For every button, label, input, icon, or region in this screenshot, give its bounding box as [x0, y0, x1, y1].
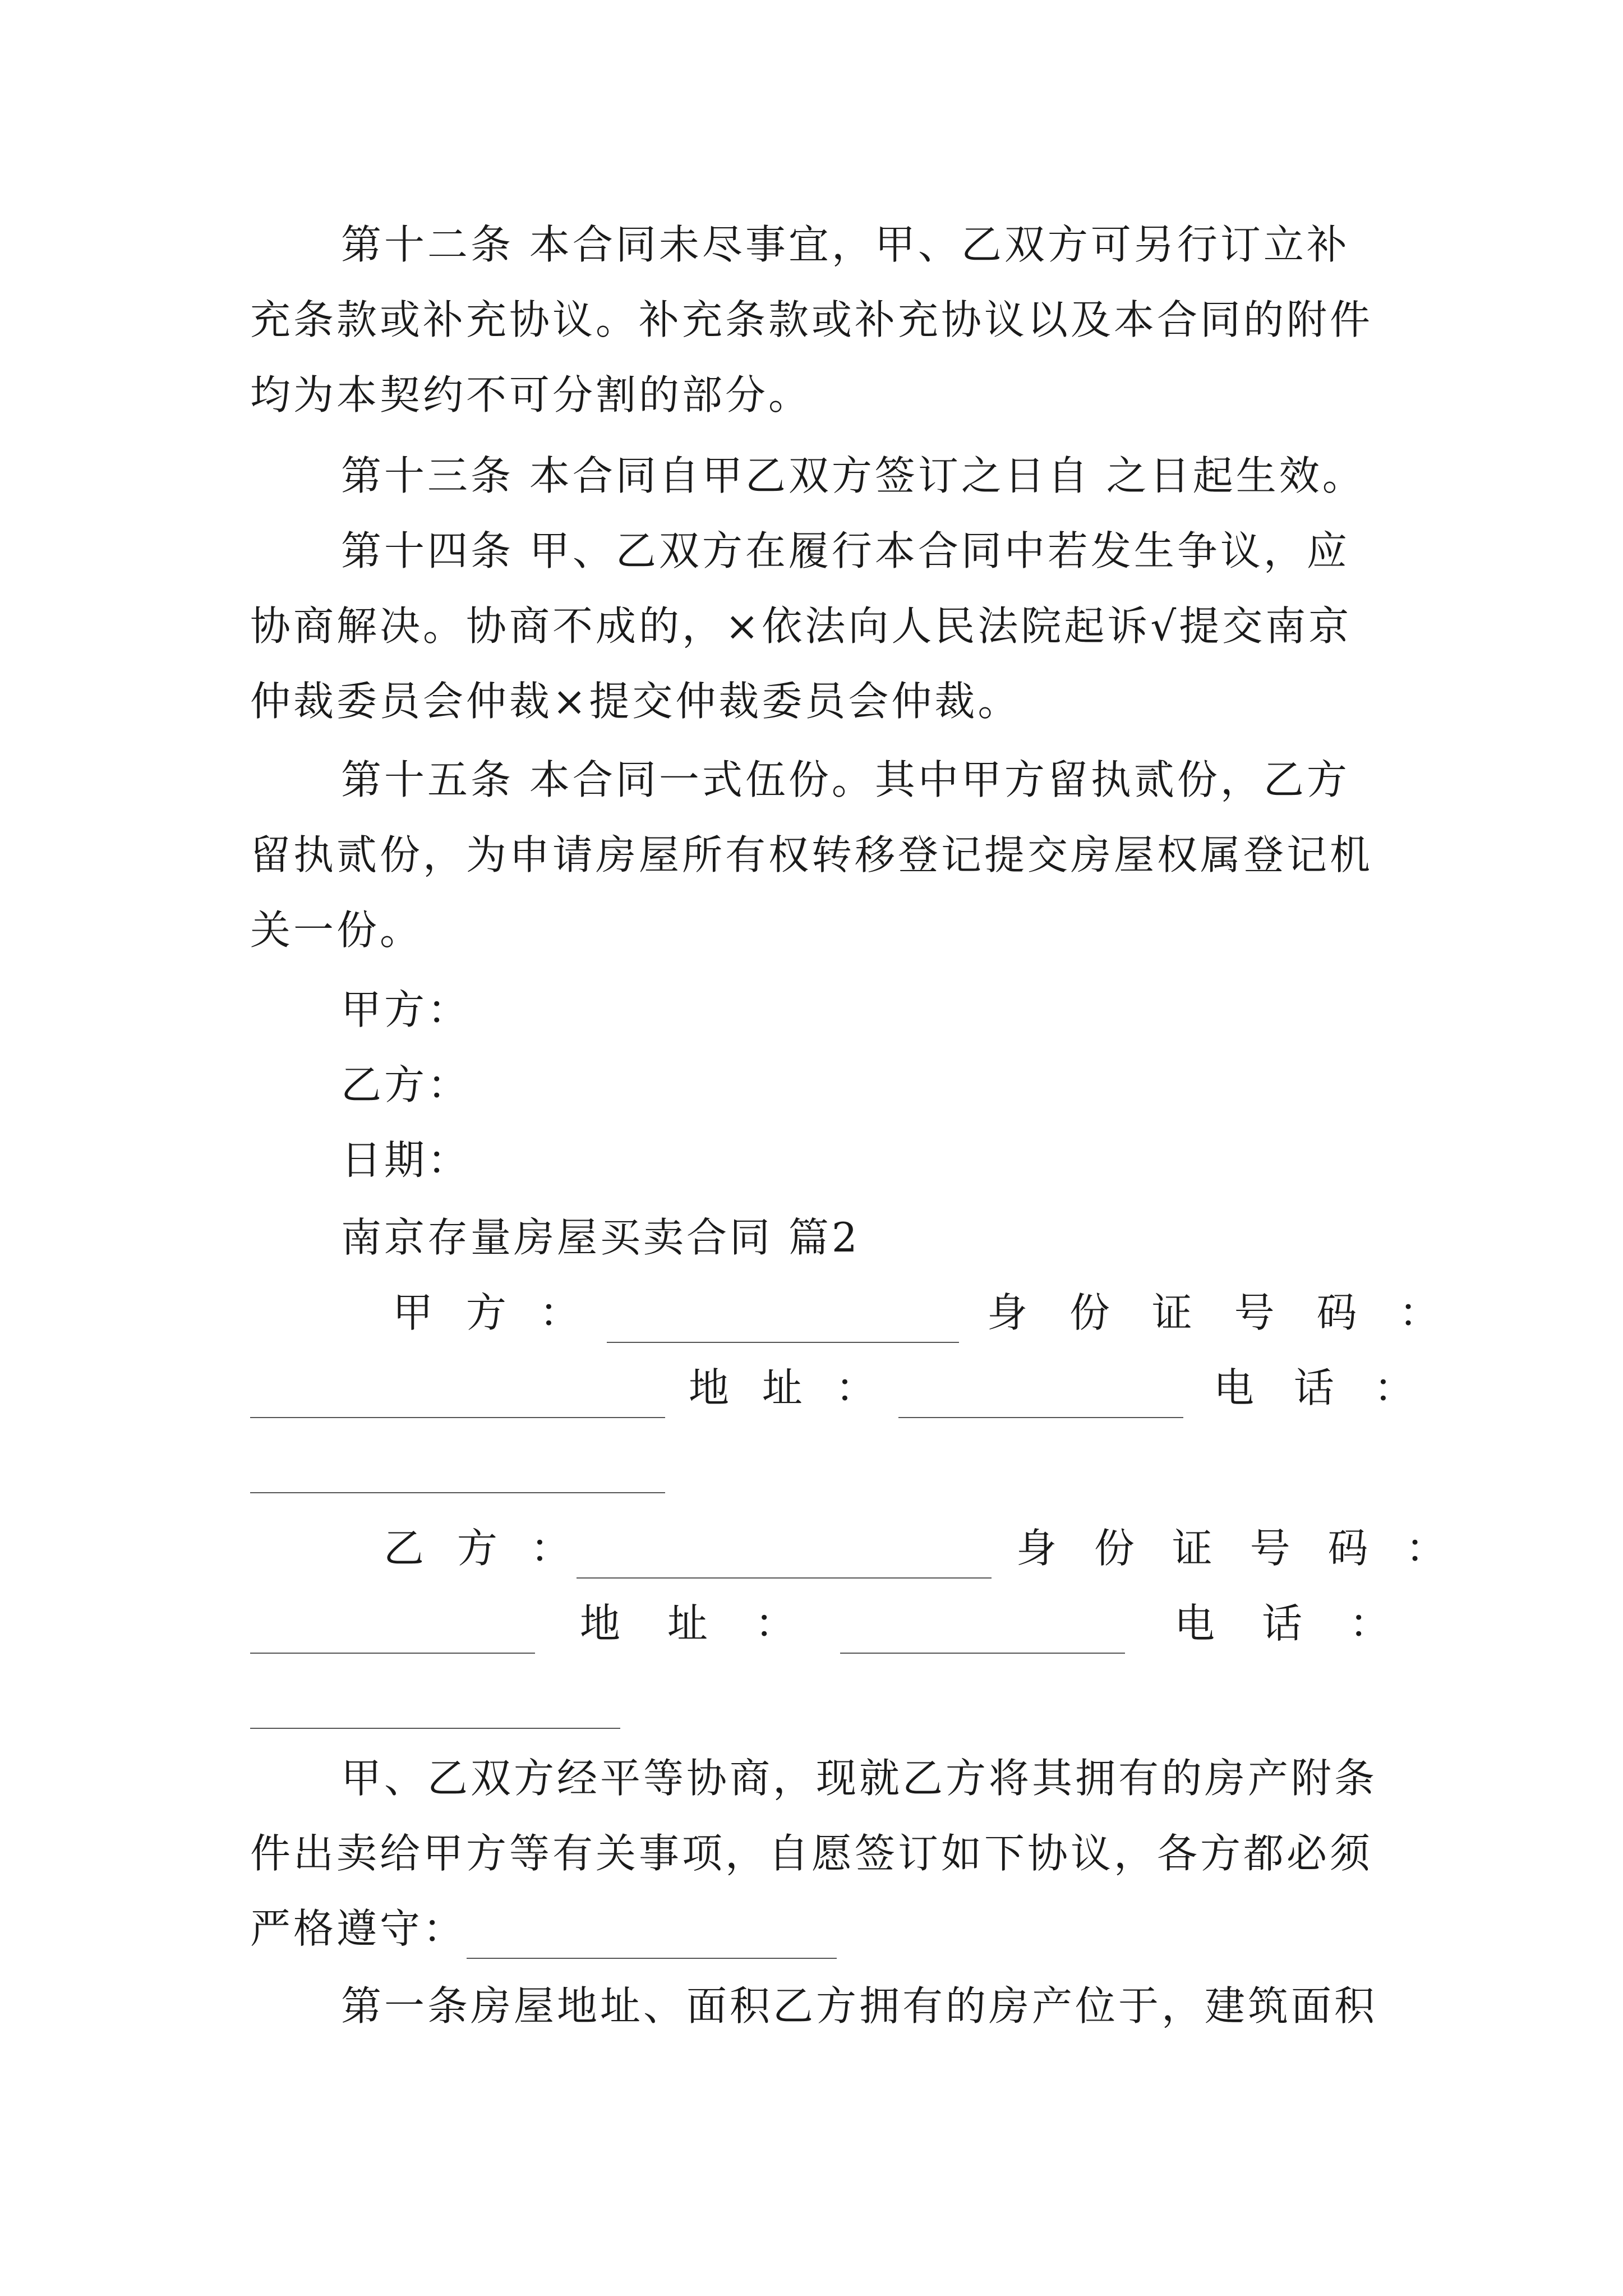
- party-b-name-blank: [577, 1577, 992, 1579]
- article-14-line-2: 协商解决。协商不成的，×依法向人民法院起诉√提交南京: [250, 602, 1352, 650]
- party-b-address-label: 地 址 ：: [580, 1600, 799, 1647]
- article-14-line-1: 第十四条 甲、乙双方在履行本合同中若发生争议，应: [341, 527, 1350, 574]
- article-14-line-3: 仲裁委员会仲裁×提交仲裁委员会仲裁。: [250, 678, 1021, 725]
- article-12-line-3: 均为本契约不可分割的部分。: [250, 371, 812, 418]
- article-13-line-1: 第十三条 本合同自甲乙双方签订之日自 之日起生效。: [341, 452, 1366, 499]
- signature-date: 日期：: [341, 1137, 471, 1184]
- article-15-line-1: 第十五条 本合同一式伍份。其中甲方留执贰份，乙方: [341, 756, 1350, 803]
- party-a-address-label: 地 址 ：: [689, 1364, 886, 1411]
- contract-heading: 南京存量房屋买卖合同 篇2: [341, 1214, 860, 1261]
- party-a-phone-blank: [250, 1492, 665, 1493]
- party-a-name-blank: [607, 1342, 959, 1343]
- party-b-phone-label: 电 话 ：: [1174, 1600, 1394, 1647]
- party-b-id-label: 身 份 证 号 码 ：: [1016, 1525, 1459, 1572]
- article-15-line-3: 关一份。: [250, 907, 423, 954]
- article-12-line-1: 第十二条 本合同未尽事宜，甲、乙双方可另行订立补: [341, 221, 1350, 268]
- party-b-phone-blank: [250, 1728, 620, 1729]
- party-a-id-blank: [250, 1417, 665, 1418]
- intro-line-2: 件出卖给甲方等有关事项，自愿签订如下协议，各方都必须: [250, 1830, 1373, 1877]
- signature-party-a: 甲方：: [341, 986, 471, 1033]
- intro-line-1: 甲、乙双方经平等协商，现就乙方将其拥有的房产附条: [341, 1755, 1378, 1802]
- intro-blank: [467, 1958, 837, 1959]
- intro-line-3: 严格遵守：: [250, 1905, 467, 1952]
- party-b-address-blank: [840, 1653, 1125, 1654]
- party-b-label: 乙 方 ：: [384, 1525, 581, 1572]
- party-a-id-label: 身 份 证 号 码 ：: [987, 1289, 1454, 1336]
- signature-party-b: 乙方：: [341, 1061, 471, 1108]
- party-a-label: 甲 方 ：: [393, 1289, 590, 1336]
- party-a-address-blank: [898, 1417, 1183, 1418]
- article-15-line-2: 留执贰份，为申请房屋所有权转移登记提交房屋权属登记机: [250, 831, 1373, 878]
- party-a-phone-label: 电 话 ：: [1214, 1364, 1428, 1411]
- article-1-line-1: 第一条房屋地址、面积乙方拥有的房产位于，建筑面积: [341, 1982, 1378, 2030]
- party-b-id-blank: [250, 1653, 535, 1654]
- article-12-line-2: 充条款或补充协议。补充条款或补充协议以及本合同的附件: [250, 296, 1373, 343]
